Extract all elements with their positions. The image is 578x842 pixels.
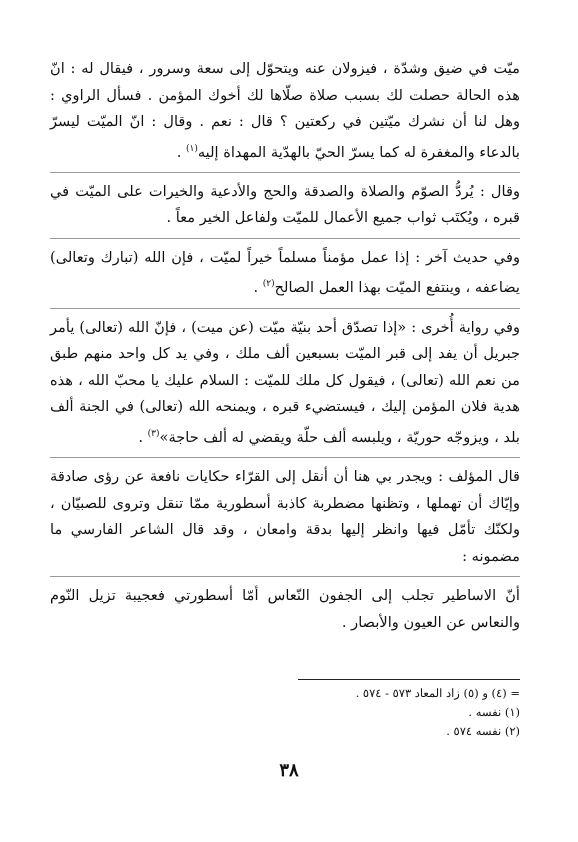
sentence-end: . (253, 279, 263, 297)
paragraph: قال المؤلف : ويجدر بي هنا أن أنقل إلى القرّاء حكايات نافعة عن رؤى صادقة وإيّاك أن تهملها ، وتظنها مضطربة كاذبة أسطورية ممّا تنقل وتروى للصبيّان ، ولكنّك تأمّل فيها وانظر إليها بدقة وامعان ، وقد قال الشاعر الفارسي ما مضمونه : (50, 468, 520, 565)
poem-verse: أنّ الاساطير تجلب إلى الجفون النّعاس أمّا أسطورتي فعجيبة تزيل النّوم والنعاس عن العيون والأبصار . (50, 587, 520, 631)
footnote: (١) نفسه . (468, 705, 520, 719)
paragraph-separator (50, 238, 520, 239)
paragraph-separator (50, 457, 520, 458)
page-body (50, 56, 520, 636)
footnote-ref: (١) (185, 143, 198, 154)
sentence-end: . (176, 143, 186, 161)
footnote-ref: (٣) (147, 428, 160, 439)
footnote: (٢) نفسه ٥٧٤ . (446, 724, 520, 738)
footnotes (356, 684, 520, 741)
paragraph-text: وفي رواية أُخرى : «إذا تصدّق أحد بنيّة ميّت (عن ميت) ، فإنّ الله (تعالى) يأمر جبريل أن يفد إلى قبر الميّت بسبعين ألف ملك ، وفي يد كل واحد منهم طبق من نعم الله (تعالى) ، فيقول كل ملك للميّت : السلام عليك يا محبّ الله ، هذه هدية فلان المؤمن إليك ، فيستضيء قبره ، ويمنحه الله (تعالى) في الجنة ألف بلد ، ويزوجّه حوريّة ، ويلبسه ألف حلّة ويقضي له ألف حاجة» (50, 318, 520, 446)
paragraph: وقال : يُردُّ الصوّم والصلاة والصدقة والحج والأدعية والخيرات على الميّت في قبره ، ويُكتَب ثواب جميع الأعمال للميّت ولفاعل الخير معاً . (50, 182, 520, 227)
paragraph-separator (50, 576, 520, 577)
footnote-rule (298, 679, 520, 680)
paragraph-separator (50, 308, 520, 309)
paragraph-separator (50, 172, 520, 173)
page-number: ٣٨ (279, 760, 299, 781)
footnote-ref: (٢) (262, 279, 275, 290)
paragraph (50, 245, 520, 302)
paragraph (50, 56, 520, 166)
paragraph-text: ميّت في ضيق وشدّة ، فيزولان عنه ويتحوّل إلى سعة وسرور ، فيقال له : انّ هذه الحالة حصلت لك بسبب صلاة صلّاها لك أخوك المؤمن . فسأل الراوي : وهل لنا أن نشرك ميّتين في ركعتين ؟ قال : نعم . وقال : انّ الميّت ليسرّ بالدعاء والمغفرة له كما يسرّ الحيّ بالهدّية المهداة إليه (50, 60, 520, 161)
sentence-end: . (138, 428, 148, 446)
footnote: = (٤) و (٥) زاد المعاد ٥٧٣ - ٥٧٤ . (355, 686, 520, 700)
paragraph (50, 315, 520, 451)
paragraph-text: وفي حديث آخر : إذا عمل مؤمناً مسلماً خيراً لميّت ، فإن الله (تبارك وتعالى) يضاعفه ، وينتفع الميّت بهذا العمل الصالح (50, 248, 520, 297)
